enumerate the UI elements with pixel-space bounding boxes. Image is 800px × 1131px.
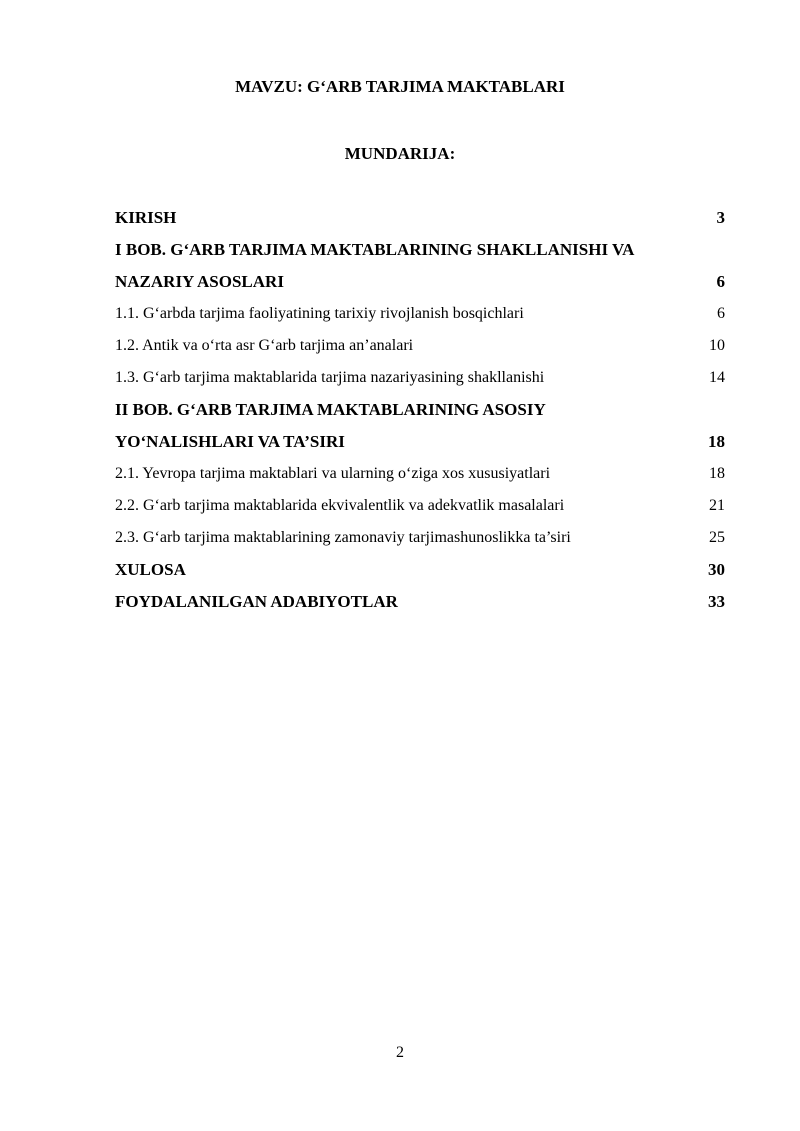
toc-entry-page: 14 (709, 369, 725, 386)
toc-heading: MUNDARIJA: (344, 144, 456, 163)
toc-entry-chapter-2-line-2 (115, 426, 725, 458)
toc-entry-title: 2.3. G‘arb tarjima maktablarining zamonaviy tarjimashunoslikka ta’siri (115, 529, 571, 546)
toc-entry-title: 1.2. Antik va o‘rta asr G‘arb tarjima an’analari (115, 337, 414, 354)
toc-entry-section-2-1 (115, 458, 725, 490)
toc-entry-page: 3 (716, 208, 725, 227)
toc-entry-title: FOYDALANILGAN ADABIYOTLAR (115, 592, 398, 611)
toc-entry-page: 18 (708, 432, 725, 451)
toc-entry-section-2-2 (115, 490, 725, 522)
toc-entry-title: 1.3. G‘arb tarjima maktablarida tarjima nazariyasining shakllanishi (115, 369, 545, 386)
toc-entry-section-2-3 (115, 522, 725, 554)
toc-entry-title: 2.2. G‘arb tarjima maktablarida ekvivalentlik va adekvatlik masalalari (115, 497, 565, 514)
toc-entry-title: I BOB. G‘ARB TARJIMA MAKTABLARINING SHAKLLANISHI VA (115, 240, 635, 259)
toc-entry-chapter-1-line-2 (115, 266, 725, 298)
toc-entry-title: KIRISH (115, 208, 177, 227)
toc-entry-page: 33 (708, 592, 725, 611)
toc-entry-chapter-1-line-1 (115, 234, 725, 266)
toc-entry-title: NAZARIY ASOSLARI (115, 272, 284, 291)
toc-entry-conclusion (115, 554, 725, 586)
toc-entry-page: 18 (709, 465, 725, 482)
toc-entry-page: 6 (716, 272, 725, 291)
toc-entry-section-1-3 (115, 362, 725, 394)
toc-entry-section-1-2 (115, 330, 725, 362)
toc-entry-title: 1.1. G‘arbda tarjima faoliyatining tarixiy rivojlanish bosqichlari (115, 305, 524, 322)
toc-entry-title: II BOB. G‘ARB TARJIMA MAKTABLARINING ASOSIY (115, 400, 546, 419)
toc-entry-page: 10 (709, 337, 725, 354)
toc-entry-page: 21 (709, 497, 725, 514)
toc-entry-title: XULOSA (115, 560, 186, 579)
toc-entry-section-1-1 (115, 298, 725, 330)
toc-entry-page: 30 (708, 560, 725, 579)
document-topic: MAVZU: G‘ARB TARJIMA MAKTABLARI (235, 77, 565, 96)
toc-entry-title: YO‘NALISHLARI VA TA’SIRI (115, 432, 345, 451)
page-number: 2 (396, 1044, 404, 1061)
toc-entry-introduction (115, 202, 725, 234)
toc-entry-references (115, 586, 725, 618)
toc-entry-title: 2.1. Yevropa tarjima maktablari va ularning o‘ziga xos xususiyatlari (115, 465, 551, 482)
toc-entry-page: 6 (717, 305, 725, 322)
table-of-contents (115, 202, 725, 618)
toc-entry-page: 25 (709, 529, 725, 546)
toc-entry-chapter-2-line-1 (115, 394, 725, 426)
